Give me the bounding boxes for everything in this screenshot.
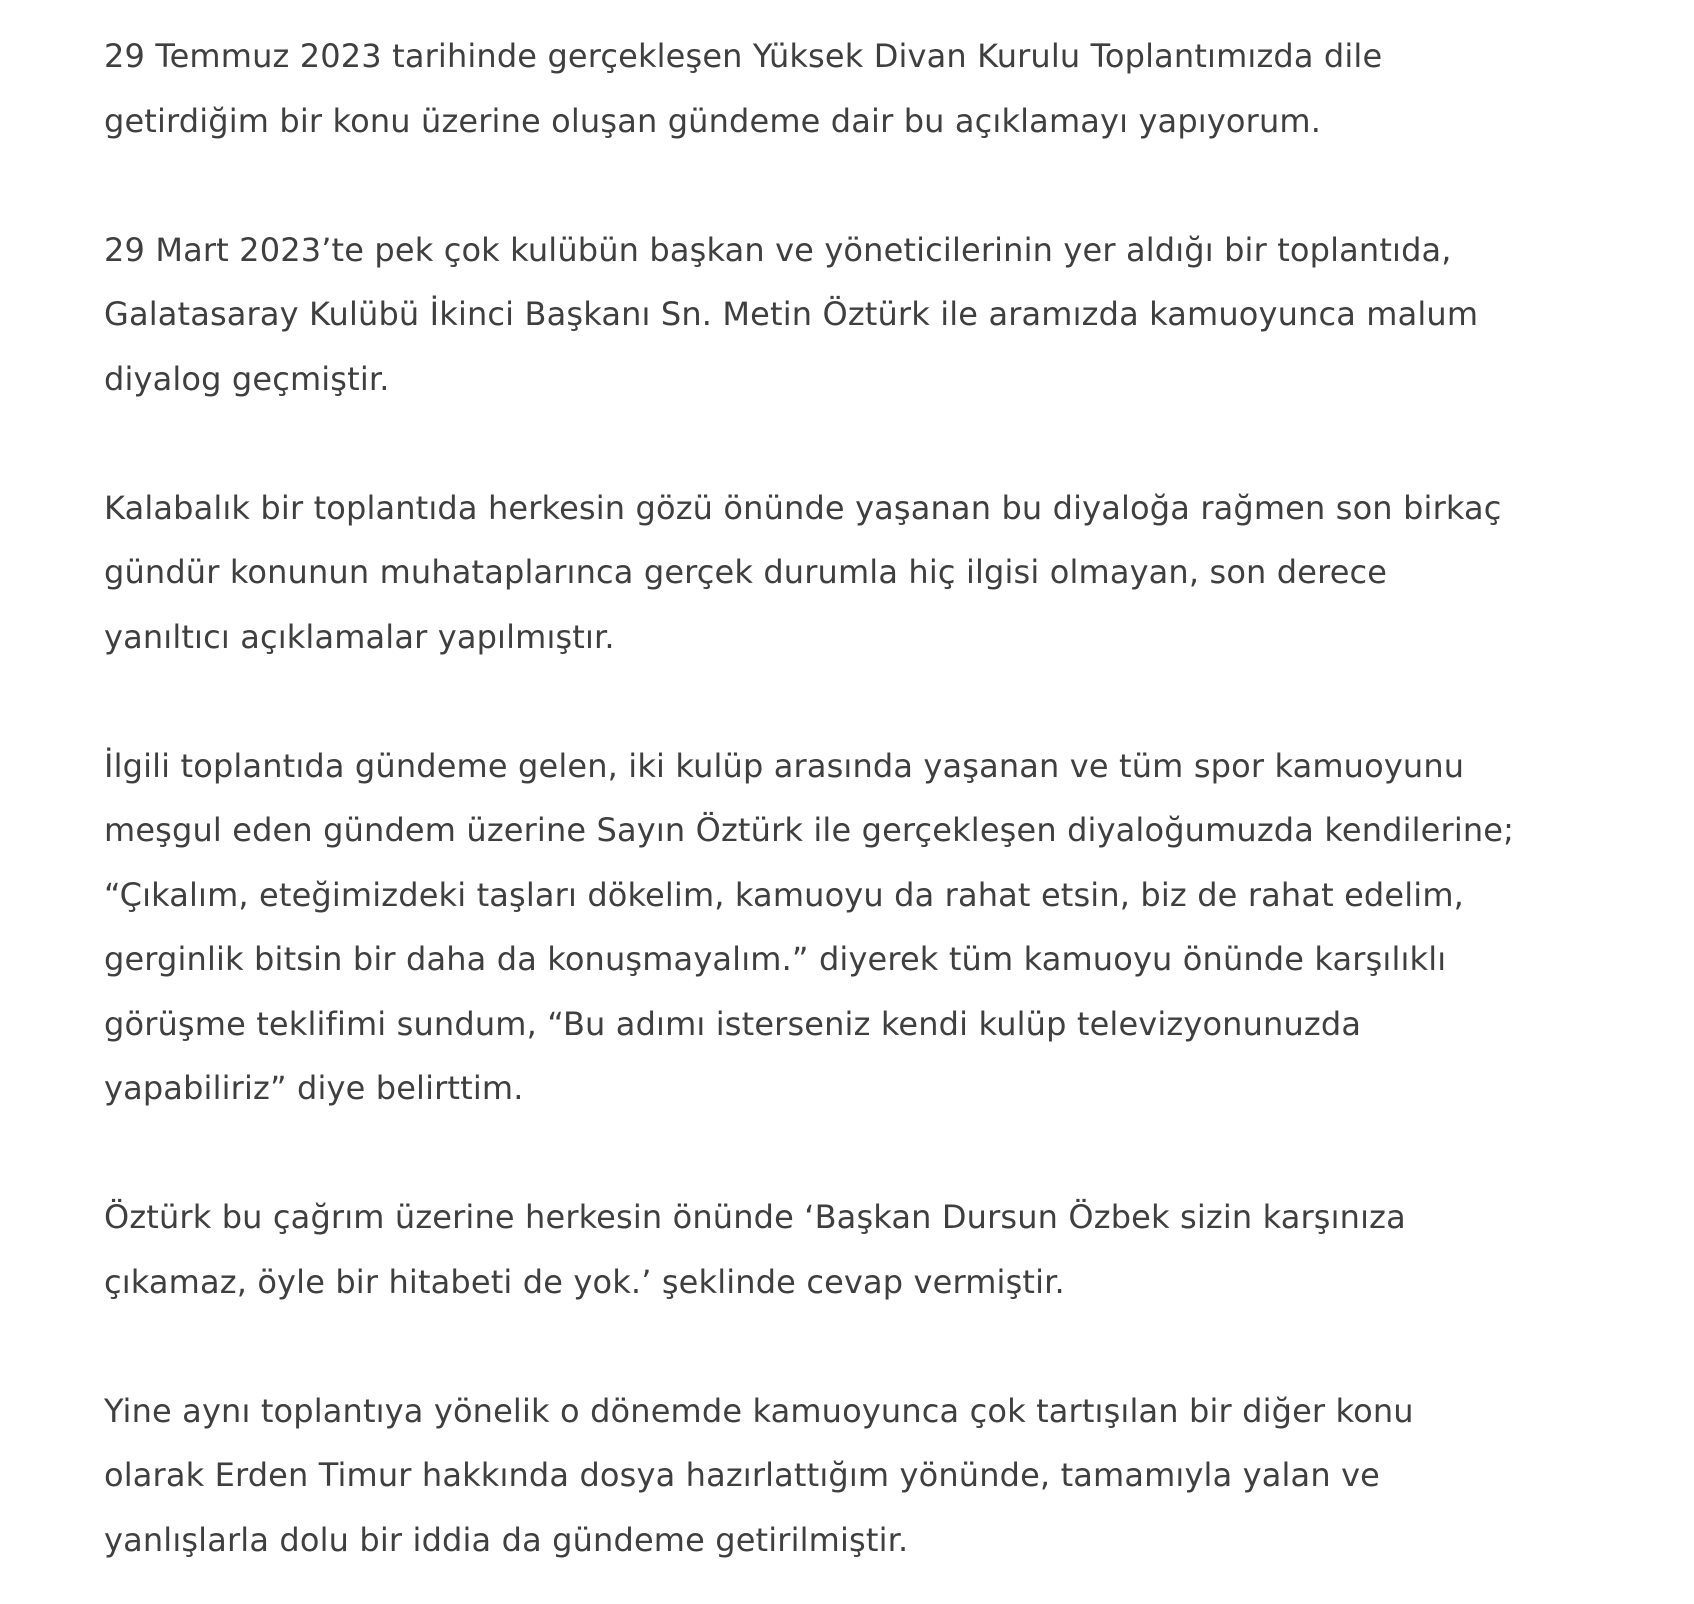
text-line: 29 Temmuz 2023 tarihinde gerçekleşen Yüksek Divan Kurulu Toplantımızda dile xyxy=(104,37,1383,75)
text-line: meşgul eden gündem üzerine Sayın Öztürk ile gerçekleşen diyaloğumuzda kendilerine; xyxy=(104,811,1515,849)
text-line: yapabiliriz” diye belirttim. xyxy=(104,1069,524,1107)
text-line: gerginlik bitsin bir daha da konuşmayalım.” diyerek tüm kamuoyu önünde karşılıklı xyxy=(104,940,1447,978)
paragraph-6 xyxy=(104,1379,1694,1573)
text-line: Yine aynı toplantıya yönelik o dönemde kamuoyunca çok tartışılan bir diğer konu xyxy=(104,1391,1414,1430)
article-body xyxy=(104,24,1694,1572)
text-line: görüşme teklifimi sundum, “Bu adımı isterseniz kendi kulüp televizyonunuzda xyxy=(104,1004,1362,1043)
text-line: yanlışlarla dolu bir iddia da gündeme getirilmiştir. xyxy=(104,1520,909,1559)
text-line: “Çıkalım, eteğimizdeki taşları dökelim, kamuoyu da rahat etsin, biz de rahat edelim, xyxy=(104,875,1464,914)
paragraph-1 xyxy=(104,24,1694,153)
text-line: 29 Mart 2023’te pek çok kulübün başkan ve yöneticilerinin yer aldığı bir toplantıda, xyxy=(104,230,1452,269)
paragraph-3 xyxy=(104,476,1694,670)
text-line: olarak Erden Timur hakkında dosya hazırlattığım yönünde, tamamıyla yalan ve xyxy=(104,1456,1380,1494)
text-line: Kalabalık bir toplantıda herkesin gözü önünde yaşanan bu diyaloğa rağmen son birkaç xyxy=(104,488,1502,527)
text-line: diyalog geçmiştir. xyxy=(104,359,390,398)
text-line: Öztürk bu çağrım üzerine herkesin önünde ‘Başkan Dursun Özbek sizin karşınıza xyxy=(104,1198,1406,1236)
text-line: yanıltıcı açıklamalar yapılmıştır. xyxy=(104,617,615,656)
text-line: çıkamaz, öyle bir hitabeti de yok.’ şeklinde cevap vermiştir. xyxy=(104,1262,1065,1301)
paragraph-2 xyxy=(104,218,1694,412)
text-line: Galatasaray Kulübü İkinci Başkanı Sn. Metin Öztürk ile aramızda kamuoyunca malum xyxy=(104,295,1479,333)
text-line: getirdiğim bir konu üzerine oluşan gündeme dair bu açıklamayı yapıyorum. xyxy=(104,101,1322,140)
paragraph-4 xyxy=(104,734,1694,1121)
text-line: İlgili toplantıda gündeme gelen, iki kulüp arasında yaşanan ve tüm spor kamuoyunu xyxy=(104,746,1465,785)
text-line: gündür konunun muhataplarınca gerçek durumla hiç ilgisi olmayan, son derece xyxy=(104,553,1388,591)
paragraph-5 xyxy=(104,1185,1694,1314)
